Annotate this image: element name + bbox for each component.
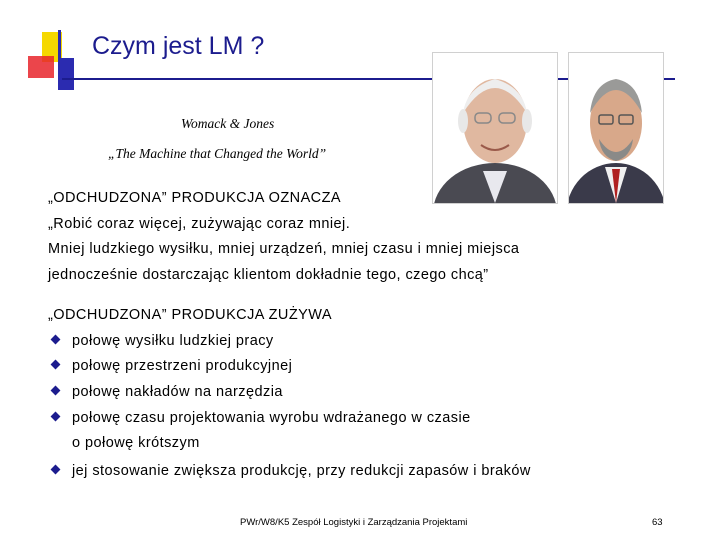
corner-blocks-icon bbox=[28, 30, 78, 92]
list-item: połowę czasu projektowania wyrobu wdrażanego w czasie bbox=[52, 410, 471, 426]
diamond-bullet-icon bbox=[51, 465, 61, 475]
list-item: jej stosowanie zwiększa produkcję, przy redukcji zapasów i braków bbox=[52, 463, 531, 479]
heading-zuzywa: „ODCHUDZONA” PRODUKCJA ZUŻYWA bbox=[48, 307, 332, 323]
diamond-bullet-icon bbox=[51, 386, 61, 396]
list-item: połowę wysiłku ludzkiej pracy bbox=[52, 333, 274, 349]
book-title: „The Machine that Changed the World” bbox=[108, 146, 327, 161]
footer-text: PWr/W8/K5 Zespół Logistyki i Zarządzania Projektami bbox=[240, 517, 468, 528]
diamond-bullet-icon bbox=[51, 412, 61, 422]
definition-line: „Robić coraz więcej, zużywając coraz mniej. bbox=[48, 216, 351, 232]
list-item: połowę przestrzeni produkcyjnej bbox=[52, 358, 292, 374]
list-item: połowę nakładów na narzędzia bbox=[52, 384, 283, 400]
portrait-womack-icon bbox=[432, 52, 558, 204]
heading-oznacza: „ODCHUDZONA” PRODUKCJA OZNACZA bbox=[48, 190, 342, 206]
page-number: 63 bbox=[652, 517, 663, 528]
definition-line: Mniej ludzkiego wysiłku, mniej urządzeń, mniej czasu i mniej miejsca bbox=[48, 241, 520, 257]
diamond-bullet-icon bbox=[51, 360, 61, 370]
definition-line: jednocześnie dostarczając klientom dokładnie tego, czego chcą” bbox=[48, 267, 489, 283]
diamond-bullet-icon bbox=[51, 335, 61, 345]
authors: Womack & Jones bbox=[181, 116, 275, 131]
list-item-continuation: o połowę krótszym bbox=[72, 435, 200, 451]
page-title: Czym jest LM ? bbox=[92, 32, 265, 60]
portrait-jones-icon bbox=[568, 52, 664, 204]
